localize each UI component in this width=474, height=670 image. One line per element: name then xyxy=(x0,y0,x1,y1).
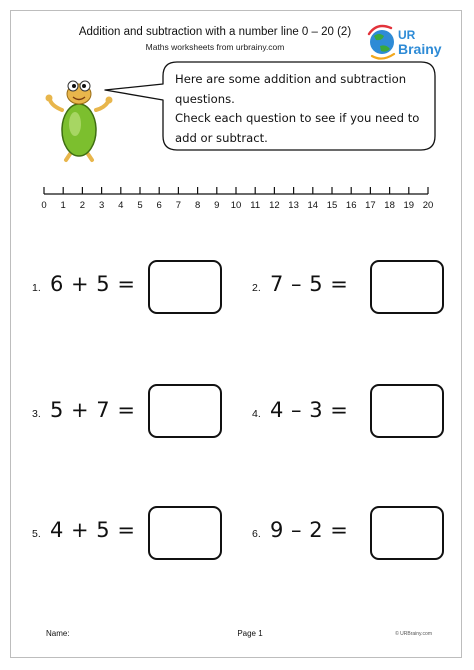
answer-box-4[interactable] xyxy=(370,384,444,438)
instruction-line: questions. xyxy=(175,91,235,106)
number-line-label: 14 xyxy=(307,200,319,211)
number-line-label: 16 xyxy=(345,200,357,211)
question-6 xyxy=(252,510,372,564)
question-expression: 4 + 5 = xyxy=(50,518,136,542)
answer-box-5[interactable] xyxy=(148,506,222,560)
worksheet-title: Addition and subtraction with a number line 0 – 20 (2) xyxy=(78,26,352,38)
number-line-label: 10 xyxy=(230,200,242,211)
number-line-label: 1 xyxy=(60,200,66,211)
number-line-label: 13 xyxy=(288,200,299,211)
number-line-label: 6 xyxy=(156,200,162,211)
question-3 xyxy=(32,390,152,444)
page-number: Page 1 xyxy=(237,629,263,638)
number-line-label: 2 xyxy=(79,200,86,211)
question-1 xyxy=(32,264,152,318)
number-line-label: 0 xyxy=(41,200,47,211)
copyright-text: © URBrainy.com xyxy=(395,631,432,637)
number-line-label: 19 xyxy=(403,200,415,211)
question-number: 2. xyxy=(252,282,261,294)
instructions-text xyxy=(175,70,431,148)
urbrainy-logo xyxy=(366,22,452,62)
question-expression: 4 – 3 = xyxy=(270,398,349,422)
question-expression: 6 + 5 = xyxy=(50,272,136,296)
number-line xyxy=(30,180,442,216)
logo-bottom-text: Brainy xyxy=(398,41,442,57)
number-line-label: 20 xyxy=(422,200,434,211)
question-number: 3. xyxy=(32,408,41,420)
logo-top-text: UR xyxy=(398,28,416,42)
number-line-label: 5 xyxy=(137,200,143,211)
number-line-label: 8 xyxy=(194,200,201,211)
number-line-label: 3 xyxy=(98,200,105,211)
speech-bubble xyxy=(163,62,435,150)
answer-box-3[interactable] xyxy=(148,384,222,438)
question-number: 4. xyxy=(252,408,261,420)
instruction-line: add or subtract. xyxy=(175,130,268,145)
question-number: 6. xyxy=(252,528,261,540)
number-line-svg xyxy=(30,180,442,216)
number-line-label: 9 xyxy=(214,200,220,211)
instruction-line: Check each question to see if you need to xyxy=(175,111,420,125)
question-number: 1. xyxy=(32,282,41,294)
number-line-label: 11 xyxy=(250,200,261,211)
question-2 xyxy=(252,264,372,318)
number-line-label: 18 xyxy=(384,200,395,211)
question-expression: 7 – 5 = xyxy=(270,272,349,296)
question-expression: 9 – 2 = xyxy=(270,518,349,542)
instruction-line: Here are some addition and subtraction xyxy=(175,72,407,86)
question-4 xyxy=(252,390,372,444)
question-5 xyxy=(32,510,152,564)
number-line-label: 15 xyxy=(326,200,338,211)
question-number: 5. xyxy=(32,528,41,540)
answer-box-6[interactable] xyxy=(370,506,444,560)
number-line-label: 12 xyxy=(269,200,280,211)
name-label: Name: xyxy=(46,629,70,638)
number-line-label: 7 xyxy=(175,200,182,211)
answer-box-1[interactable] xyxy=(148,260,222,314)
answer-box-2[interactable] xyxy=(370,260,444,314)
number-line-label: 4 xyxy=(118,200,124,211)
number-line-label: 17 xyxy=(365,200,376,211)
worksheet-subtitle: Maths worksheets from urbrainy.com xyxy=(145,42,285,52)
globe-logo-icon xyxy=(366,22,452,62)
question-expression: 5 + 7 = xyxy=(50,398,136,422)
